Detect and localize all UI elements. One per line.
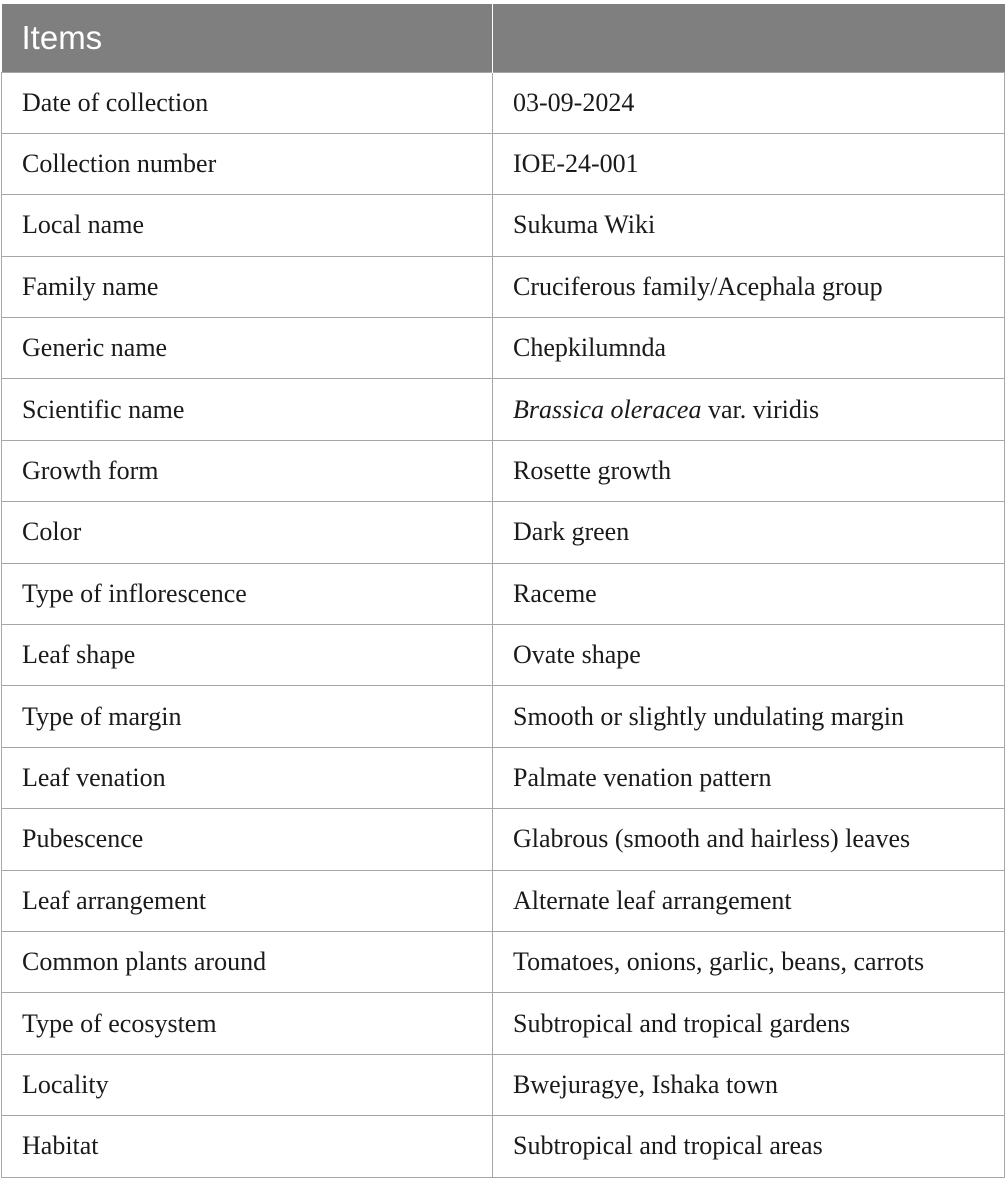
row-label: Local name	[2, 195, 493, 256]
scientific-name-variety: var. viridis	[701, 394, 820, 424]
row-value: Dark green	[493, 502, 1005, 563]
table-row	[2, 256, 1005, 317]
row-value: Raceme	[493, 563, 1005, 624]
row-value: Alternate leaf arrangement	[493, 870, 1005, 931]
row-label: Common plants around	[2, 931, 493, 992]
table-row	[2, 379, 1005, 440]
table-row	[2, 809, 1005, 870]
row-value: Chepkilumnda	[493, 318, 1005, 379]
row-value: Ovate shape	[493, 625, 1005, 686]
table-row	[2, 318, 1005, 379]
table-row	[2, 747, 1005, 808]
row-value: Subtropical and tropical gardens	[493, 993, 1005, 1054]
table-body	[2, 72, 1005, 1177]
row-label: Leaf shape	[2, 625, 493, 686]
row-value: Smooth or slightly undulating margin	[493, 686, 1005, 747]
specimen-table-container	[0, 4, 1005, 1178]
row-value: 03-09-2024	[493, 72, 1005, 133]
table-row	[2, 563, 1005, 624]
row-value: Rosette growth	[493, 440, 1005, 501]
row-label: Color	[2, 502, 493, 563]
table-row	[2, 1054, 1005, 1115]
row-value: Palmate venation pattern	[493, 747, 1005, 808]
scientific-name-genus-species: Brassica oleracea	[513, 394, 702, 424]
table-row	[2, 931, 1005, 992]
row-label: Type of inflorescence	[2, 563, 493, 624]
table-row	[2, 625, 1005, 686]
header-row	[2, 4, 1005, 72]
row-label: Generic name	[2, 318, 493, 379]
row-label: Growth form	[2, 440, 493, 501]
row-value: Bwejuragye, Ishaka town	[493, 1054, 1005, 1115]
row-label: Date of collection	[2, 72, 493, 133]
row-value: Subtropical and tropical areas	[493, 1116, 1005, 1177]
row-value: Sukuma Wiki	[493, 195, 1005, 256]
row-label: Locality	[2, 1054, 493, 1115]
table-row	[2, 72, 1005, 133]
table-row	[2, 502, 1005, 563]
row-label: Scientific name	[2, 379, 493, 440]
row-value	[493, 379, 1005, 440]
table-header	[2, 4, 1005, 72]
row-value: Cruciferous family/Acephala group	[493, 256, 1005, 317]
table-row	[2, 195, 1005, 256]
column-header-items: Items	[2, 4, 493, 72]
row-label: Pubescence	[2, 809, 493, 870]
row-label: Leaf venation	[2, 747, 493, 808]
column-header-value	[493, 4, 1005, 72]
table-row	[2, 686, 1005, 747]
table-row	[2, 870, 1005, 931]
row-value: IOE-24-001	[493, 133, 1005, 194]
row-label: Type of margin	[2, 686, 493, 747]
table-row	[2, 1116, 1005, 1177]
row-label: Leaf arrangement	[2, 870, 493, 931]
row-label: Type of ecosystem	[2, 993, 493, 1054]
table-row	[2, 133, 1005, 194]
row-value: Glabrous (smooth and hairless) leaves	[493, 809, 1005, 870]
specimen-table	[1, 4, 1005, 1178]
table-row	[2, 993, 1005, 1054]
row-label: Habitat	[2, 1116, 493, 1177]
table-row	[2, 440, 1005, 501]
row-label: Family name	[2, 256, 493, 317]
row-value: Tomatoes, onions, garlic, beans, carrots	[493, 931, 1005, 992]
row-label: Collection number	[2, 133, 493, 194]
